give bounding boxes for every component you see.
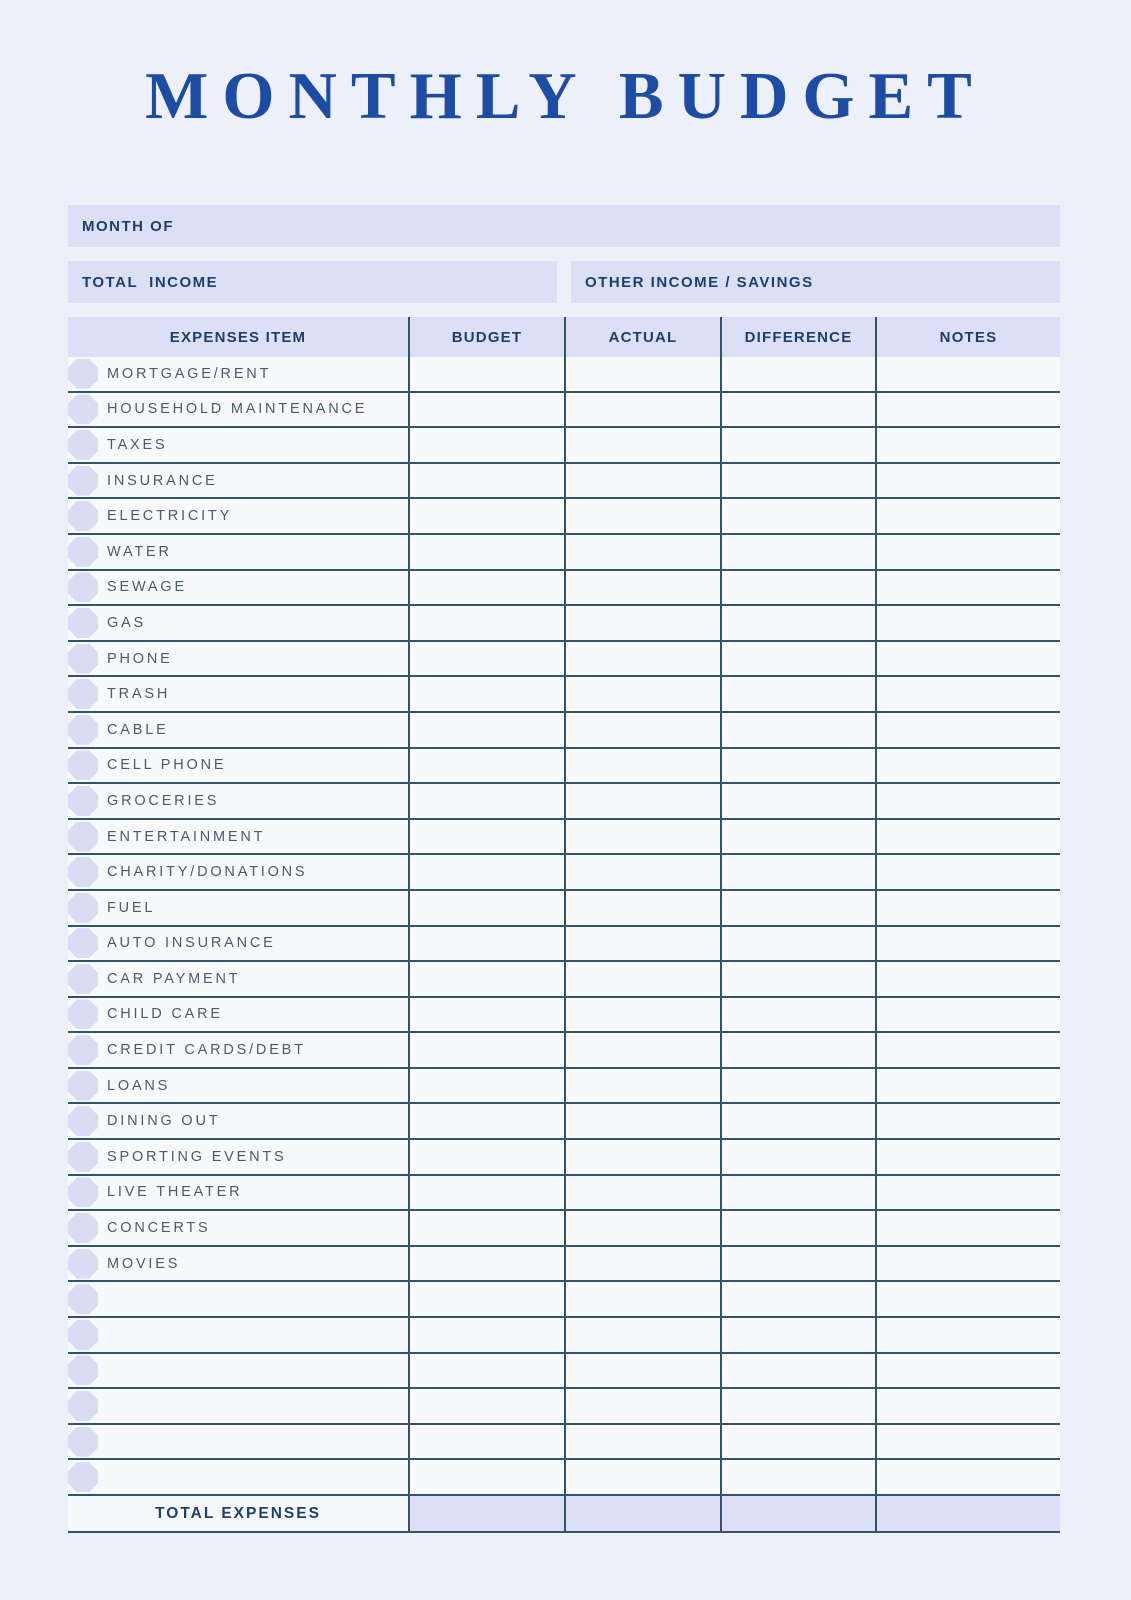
expense-item-label: FUEL <box>107 899 156 916</box>
expense-row <box>68 1176 1060 1212</box>
actual-cell[interactable] <box>564 962 720 996</box>
expense-item-cell[interactable] <box>68 677 408 711</box>
difference-cell[interactable] <box>720 1140 875 1174</box>
empty-expense-row <box>68 1425 1060 1461</box>
octagon-bullet-icon <box>68 928 98 958</box>
actual-cell[interactable] <box>564 784 720 818</box>
actual-cell[interactable] <box>564 499 720 533</box>
notes-cell[interactable] <box>875 998 1060 1032</box>
difference-cell[interactable] <box>720 891 875 925</box>
expense-item-cell[interactable] <box>68 535 408 569</box>
expense-item-label: SPORTING EVENTS <box>107 1148 287 1165</box>
octagon-bullet-icon <box>68 359 98 389</box>
octagon-bullet-icon <box>68 644 98 674</box>
octagon-bullet-icon <box>68 715 98 745</box>
expense-item-label: SEWAGE <box>107 579 187 596</box>
expense-row <box>68 1211 1060 1247</box>
budget-cell[interactable] <box>408 1211 564 1245</box>
octagon-bullet-icon <box>68 1427 98 1457</box>
notes-cell[interactable] <box>875 1460 1060 1494</box>
difference-cell[interactable] <box>720 855 875 889</box>
column-header-expenses-item: EXPENSES ITEM <box>68 317 408 357</box>
expense-row <box>68 1104 1060 1140</box>
notes-cell[interactable] <box>875 1176 1060 1210</box>
difference-cell[interactable] <box>720 713 875 747</box>
expense-item-label: WATER <box>107 543 172 560</box>
expense-row <box>68 677 1060 713</box>
notes-cell[interactable] <box>875 499 1060 533</box>
actual-cell[interactable] <box>564 998 720 1032</box>
expense-item-label: DINING OUT <box>107 1113 221 1130</box>
difference-cell[interactable] <box>720 571 875 605</box>
budget-cell[interactable] <box>408 464 564 498</box>
budget-cell[interactable] <box>408 1389 564 1423</box>
expense-item-label: CHILD CARE <box>107 1006 223 1023</box>
notes-cell[interactable] <box>875 571 1060 605</box>
difference-cell[interactable] <box>720 1069 875 1103</box>
octagon-bullet-icon <box>68 679 98 709</box>
expense-row <box>68 642 1060 678</box>
budget-cell[interactable] <box>408 606 564 640</box>
expense-item-cell[interactable] <box>68 1282 408 1316</box>
month-of-label: MONTH OF <box>82 217 174 235</box>
notes-cell[interactable] <box>875 1389 1060 1423</box>
difference-cell[interactable] <box>720 784 875 818</box>
expense-item-label: TRASH <box>107 686 171 703</box>
difference-cell[interactable] <box>720 1104 875 1138</box>
column-header-actual: ACTUAL <box>564 317 720 357</box>
difference-cell[interactable] <box>720 1033 875 1067</box>
actual-cell[interactable] <box>564 606 720 640</box>
budget-cell[interactable] <box>408 1460 564 1494</box>
expense-item-cell[interactable] <box>68 1211 408 1245</box>
budget-cell[interactable] <box>408 962 564 996</box>
expense-row <box>68 606 1060 642</box>
difference-cell[interactable] <box>720 1247 875 1281</box>
expense-item-cell[interactable] <box>68 642 408 676</box>
expense-row <box>68 1033 1060 1069</box>
notes-cell[interactable] <box>875 606 1060 640</box>
expense-item-cell[interactable] <box>68 1069 408 1103</box>
difference-cell[interactable] <box>720 1389 875 1423</box>
difference-cell[interactable] <box>720 1211 875 1245</box>
month-of-field[interactable] <box>68 205 1060 247</box>
octagon-bullet-icon <box>68 999 98 1029</box>
octagon-bullet-icon <box>68 1213 98 1243</box>
octagon-bullet-icon <box>68 1355 98 1385</box>
notes-cell[interactable] <box>875 1247 1060 1281</box>
difference-cell[interactable] <box>720 642 875 676</box>
expense-item-cell[interactable] <box>68 464 408 498</box>
difference-cell[interactable] <box>720 1176 875 1210</box>
other-income-savings-field[interactable] <box>571 261 1060 303</box>
actual-cell[interactable] <box>564 820 720 854</box>
expense-row <box>68 784 1060 820</box>
expense-row <box>68 464 1060 500</box>
expense-item-label: CREDIT CARDS/DEBT <box>107 1042 306 1059</box>
budget-cell[interactable] <box>408 998 564 1032</box>
difference-cell[interactable] <box>720 535 875 569</box>
expense-item-label: CAR PAYMENT <box>107 970 241 987</box>
expense-item-label: CONCERTS <box>107 1220 211 1237</box>
expense-row <box>68 357 1060 393</box>
octagon-bullet-icon <box>68 857 98 887</box>
empty-expense-row <box>68 1318 1060 1354</box>
difference-cell[interactable] <box>720 677 875 711</box>
column-header-budget: BUDGET <box>408 317 564 357</box>
budget-cell[interactable] <box>408 535 564 569</box>
actual-cell[interactable] <box>564 1140 720 1174</box>
actual-cell[interactable] <box>564 1069 720 1103</box>
expense-row <box>68 855 1060 891</box>
octagon-bullet-icon <box>68 893 98 923</box>
actual-cell[interactable] <box>564 535 720 569</box>
actual-cell[interactable] <box>564 855 720 889</box>
budget-cell[interactable] <box>408 571 564 605</box>
budget-cell[interactable] <box>408 1104 564 1138</box>
budget-cell[interactable] <box>408 1176 564 1210</box>
octagon-bullet-icon <box>68 1177 98 1207</box>
expense-item-cell[interactable] <box>68 749 408 783</box>
expense-row <box>68 428 1060 464</box>
octagon-bullet-icon <box>68 964 98 994</box>
expense-item-label: GROCERIES <box>107 792 220 809</box>
difference-cell[interactable] <box>720 464 875 498</box>
expense-item-cell[interactable] <box>68 1389 408 1423</box>
expenses-table <box>68 317 1060 1533</box>
expense-row <box>68 713 1060 749</box>
budget-cell[interactable] <box>408 927 564 961</box>
budget-cell[interactable] <box>408 428 564 462</box>
octagon-bullet-icon <box>68 1035 98 1065</box>
difference-cell[interactable] <box>720 1354 875 1388</box>
octagon-bullet-icon <box>68 501 98 531</box>
notes-cell[interactable] <box>875 357 1060 391</box>
expense-row <box>68 1140 1060 1176</box>
expense-row <box>68 571 1060 607</box>
budget-cell[interactable] <box>408 1318 564 1352</box>
expense-item-label: ENTERTAINMENT <box>107 828 266 845</box>
actual-cell[interactable] <box>564 571 720 605</box>
difference-cell[interactable] <box>720 927 875 961</box>
expense-item-label: HOUSEHOLD MAINTENANCE <box>107 401 368 418</box>
empty-expense-row <box>68 1354 1060 1390</box>
budget-cell[interactable] <box>408 1354 564 1388</box>
notes-cell[interactable] <box>875 428 1060 462</box>
difference-cell[interactable] <box>720 393 875 427</box>
notes-cell[interactable] <box>875 1354 1060 1388</box>
budget-cell[interactable] <box>408 677 564 711</box>
budget-cell[interactable] <box>408 855 564 889</box>
expense-item-cell[interactable] <box>68 891 408 925</box>
expense-item-label: ELECTRICITY <box>107 508 233 525</box>
actual-cell[interactable] <box>564 1211 720 1245</box>
difference-cell[interactable] <box>720 998 875 1032</box>
octagon-bullet-icon <box>68 1320 98 1350</box>
expense-item-label: TAXES <box>107 436 168 453</box>
actual-cell[interactable] <box>564 1247 720 1281</box>
expense-item-cell[interactable] <box>68 1104 408 1138</box>
notes-cell[interactable] <box>875 749 1060 783</box>
expenses-table-header <box>68 317 1060 357</box>
expense-row <box>68 927 1060 963</box>
expense-item-cell[interactable] <box>68 1247 408 1281</box>
actual-cell[interactable] <box>564 677 720 711</box>
notes-cell[interactable] <box>875 535 1060 569</box>
difference-cell[interactable] <box>720 1460 875 1494</box>
budget-cell[interactable] <box>408 393 564 427</box>
notes-cell[interactable] <box>875 1318 1060 1352</box>
expense-item-cell[interactable] <box>68 927 408 961</box>
total-income-field[interactable] <box>68 261 557 303</box>
expense-item-cell[interactable] <box>68 393 408 427</box>
expense-item-cell[interactable] <box>68 784 408 818</box>
other-income-savings-label: OTHER INCOME / SAVINGS <box>585 273 814 291</box>
actual-cell[interactable] <box>564 927 720 961</box>
expense-item-cell[interactable] <box>68 1460 408 1494</box>
notes-cell[interactable] <box>875 1033 1060 1067</box>
expense-item-cell[interactable] <box>68 606 408 640</box>
difference-cell[interactable] <box>720 606 875 640</box>
octagon-bullet-icon <box>68 1249 98 1279</box>
expense-item-cell[interactable] <box>68 428 408 462</box>
expense-item-label: INSURANCE <box>107 472 218 489</box>
content-area <box>68 205 1060 1533</box>
notes-cell[interactable] <box>875 784 1060 818</box>
budget-cell[interactable] <box>408 820 564 854</box>
actual-cell[interactable] <box>564 1104 720 1138</box>
empty-expense-row <box>68 1389 1060 1425</box>
octagon-bullet-icon <box>68 1142 98 1172</box>
expense-item-cell[interactable] <box>68 1140 408 1174</box>
difference-cell[interactable] <box>720 962 875 996</box>
total-income-label: TOTAL INCOME <box>82 273 219 291</box>
page-title: MONTHLY BUDGET <box>145 59 986 133</box>
difference-cell[interactable] <box>720 499 875 533</box>
column-header-notes: NOTES <box>875 317 1060 357</box>
octagon-bullet-icon <box>68 608 98 638</box>
notes-cell[interactable] <box>875 820 1060 854</box>
expense-item-label: MOVIES <box>107 1255 181 1272</box>
expense-item-cell[interactable] <box>68 571 408 605</box>
expense-row <box>68 1069 1060 1105</box>
budget-cell[interactable] <box>408 357 564 391</box>
actual-cell[interactable] <box>564 1176 720 1210</box>
actual-cell[interactable] <box>564 642 720 676</box>
total-expenses-label: TOTAL EXPENSES <box>155 1504 321 1522</box>
octagon-bullet-icon <box>68 750 98 780</box>
expense-item-cell[interactable] <box>68 713 408 747</box>
notes-cell[interactable] <box>875 393 1060 427</box>
expense-row <box>68 891 1060 927</box>
expense-item-label: LOANS <box>107 1077 171 1094</box>
budget-cell[interactable] <box>408 749 564 783</box>
empty-expense-row <box>68 1460 1060 1496</box>
actual-cell[interactable] <box>564 1354 720 1388</box>
difference-cell[interactable] <box>720 820 875 854</box>
actual-cell[interactable] <box>564 749 720 783</box>
notes-cell[interactable] <box>875 927 1060 961</box>
actual-cell[interactable] <box>564 1033 720 1067</box>
budget-cell[interactable] <box>408 713 564 747</box>
actual-cell[interactable] <box>564 1389 720 1423</box>
expense-item-label: CHARITY/DONATIONS <box>107 864 308 881</box>
actual-cell[interactable] <box>564 428 720 462</box>
total-actual-cell[interactable] <box>564 1496 720 1531</box>
actual-cell[interactable] <box>564 357 720 391</box>
expense-item-label: CABLE <box>107 721 169 738</box>
budget-cell[interactable] <box>408 1282 564 1316</box>
expense-item-cell[interactable] <box>68 820 408 854</box>
expense-row <box>68 535 1060 571</box>
budget-cell[interactable] <box>408 784 564 818</box>
budget-cell[interactable] <box>408 642 564 676</box>
notes-cell[interactable] <box>875 642 1060 676</box>
notes-cell[interactable] <box>875 464 1060 498</box>
notes-cell[interactable] <box>875 1069 1060 1103</box>
total-expenses-row <box>68 1496 1060 1533</box>
expense-item-cell[interactable] <box>68 499 408 533</box>
notes-cell[interactable] <box>875 962 1060 996</box>
octagon-bullet-icon <box>68 1106 98 1136</box>
notes-cell[interactable] <box>875 1425 1060 1459</box>
notes-cell[interactable] <box>875 1211 1060 1245</box>
expenses-table-body <box>68 357 1060 1496</box>
budget-cell[interactable] <box>408 1069 564 1103</box>
difference-cell[interactable] <box>720 1425 875 1459</box>
notes-cell[interactable] <box>875 1140 1060 1174</box>
expense-item-label: CELL PHONE <box>107 757 227 774</box>
empty-expense-row <box>68 1282 1060 1318</box>
expense-item-cell[interactable] <box>68 1176 408 1210</box>
expense-row <box>68 962 1060 998</box>
notes-cell[interactable] <box>875 1104 1060 1138</box>
actual-cell[interactable] <box>564 891 720 925</box>
total-budget-cell[interactable] <box>408 1496 564 1531</box>
expense-row <box>68 1247 1060 1283</box>
expense-row <box>68 749 1060 785</box>
octagon-bullet-icon <box>68 430 98 460</box>
notes-cell[interactable] <box>875 1282 1060 1316</box>
notes-cell[interactable] <box>875 891 1060 925</box>
income-section <box>68 261 1060 303</box>
actual-cell[interactable] <box>564 1425 720 1459</box>
column-header-difference: DIFFERENCE <box>720 317 875 357</box>
total-expenses-label-cell <box>68 1496 408 1531</box>
expense-item-cell[interactable] <box>68 855 408 889</box>
expense-item-label: PHONE <box>107 650 173 667</box>
budget-cell[interactable] <box>408 1140 564 1174</box>
octagon-bullet-icon <box>68 572 98 602</box>
actual-cell[interactable] <box>564 713 720 747</box>
octagon-bullet-icon <box>68 537 98 567</box>
expense-item-cell[interactable] <box>68 1354 408 1388</box>
octagon-bullet-icon <box>68 1071 98 1101</box>
expense-row <box>68 393 1060 429</box>
actual-cell[interactable] <box>564 1318 720 1352</box>
difference-cell[interactable] <box>720 1282 875 1316</box>
expense-item-cell[interactable] <box>68 962 408 996</box>
budget-cell[interactable] <box>408 891 564 925</box>
octagon-bullet-icon <box>68 1284 98 1314</box>
octagon-bullet-icon <box>68 1391 98 1421</box>
budget-cell[interactable] <box>408 1033 564 1067</box>
budget-cell[interactable] <box>408 1425 564 1459</box>
expense-item-cell[interactable] <box>68 998 408 1032</box>
expense-item-label: AUTO INSURANCE <box>107 935 276 952</box>
expense-item-cell[interactable] <box>68 1425 408 1459</box>
total-notes-cell[interactable] <box>875 1496 1060 1531</box>
actual-cell[interactable] <box>564 1460 720 1494</box>
expense-item-label: LIVE THEATER <box>107 1184 243 1201</box>
expense-item-cell[interactable] <box>68 1033 408 1067</box>
difference-cell[interactable] <box>720 1318 875 1352</box>
difference-cell[interactable] <box>720 749 875 783</box>
expense-item-label: GAS <box>107 614 147 631</box>
notes-cell[interactable] <box>875 677 1060 711</box>
budget-cell[interactable] <box>408 499 564 533</box>
expense-row <box>68 499 1060 535</box>
notes-cell[interactable] <box>875 855 1060 889</box>
actual-cell[interactable] <box>564 464 720 498</box>
expense-row <box>68 820 1060 856</box>
octagon-bullet-icon <box>68 822 98 852</box>
octagon-bullet-icon <box>68 466 98 496</box>
actual-cell[interactable] <box>564 1282 720 1316</box>
expense-item-cell[interactable] <box>68 357 408 391</box>
budget-cell[interactable] <box>408 1247 564 1281</box>
total-difference-cell[interactable] <box>720 1496 875 1531</box>
difference-cell[interactable] <box>720 357 875 391</box>
octagon-bullet-icon <box>68 786 98 816</box>
difference-cell[interactable] <box>720 428 875 462</box>
expense-row <box>68 998 1060 1034</box>
actual-cell[interactable] <box>564 393 720 427</box>
notes-cell[interactable] <box>875 713 1060 747</box>
expense-item-cell[interactable] <box>68 1318 408 1352</box>
octagon-bullet-icon <box>68 1462 98 1492</box>
expense-item-label: MORTGAGE/RENT <box>107 365 272 382</box>
octagon-bullet-icon <box>68 394 98 424</box>
